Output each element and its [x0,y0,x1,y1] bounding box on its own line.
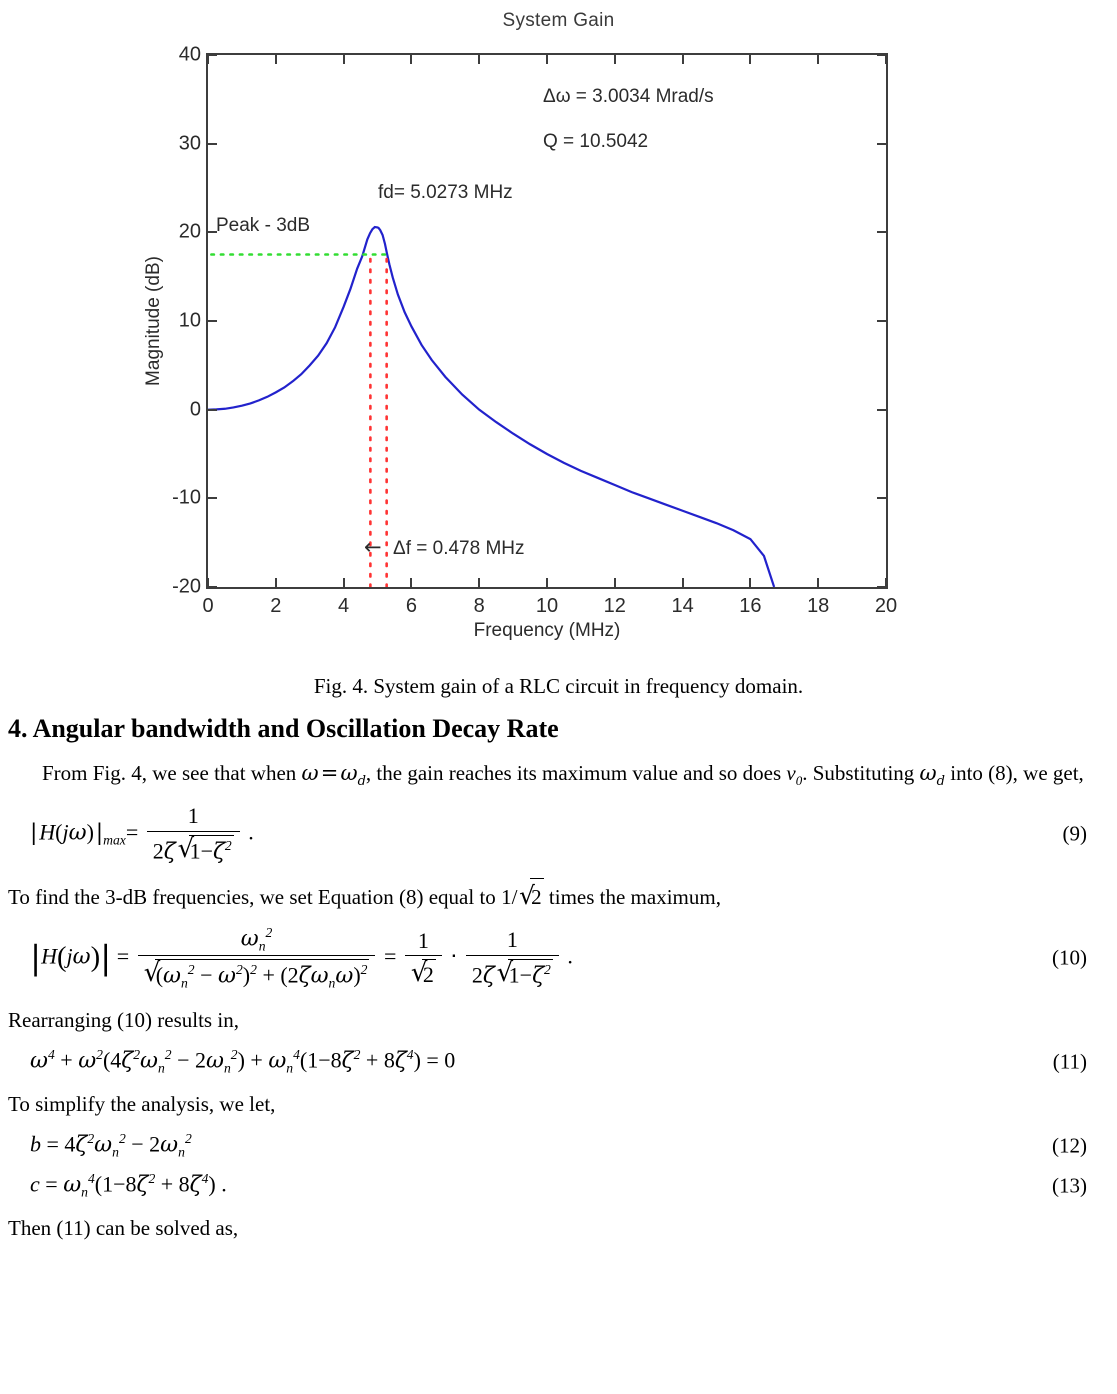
annotation-peak-3db: Peak - 3dB [216,215,310,236]
equation-12-number: (12) [1052,1133,1087,1158]
x-tick-mark [682,55,684,64]
x-tick-mark [546,578,548,587]
x-tick-mark [682,578,684,587]
x-tick-mark [749,55,751,64]
para1-text-d: into (8), we get, [950,761,1084,785]
x-tick-mark [410,55,412,64]
x-tick-label: 6 [405,595,417,617]
para1-text-b: , the gain reaches its maximum value and so does [365,761,782,785]
x-tick-mark [207,578,209,587]
annotation-fd: fd= 5.0273 MHz [378,182,513,203]
paragraph-5: Then (11) can be solved as, [8,1215,239,1240]
x-tick-label: 8 [473,595,485,617]
y-tick-label: 30 [178,132,201,155]
equation-11: $\omega^4 + \omega^2(4\zeta^2\omega_n^2 - 2\omega_n^2) + \omega_n^4(1-8\zeta^2 + 8\zeta^4) = 0$ [30,1046,456,1076]
para1-text-a: From Fig. 4, we see that when [42,761,297,785]
y-tick-mark [877,231,886,233]
section-heading: 4. Angular bandwidth and Oscillation Decay Rate [8,714,559,743]
x-tick-mark [817,578,819,587]
y-tick-label: 0 [189,398,201,421]
x-tick-mark [275,578,277,587]
equation-12: $b = 4\zeta^2\omega_n^2 - 2\omega_n^2$ [30,1130,192,1160]
x-tick-label: 10 [535,595,559,617]
y-tick-label: 10 [178,309,201,332]
annotation-delta-omega: Δω = 3.0034 Mrad/s [543,86,714,107]
x-tick-mark [410,578,412,587]
paragraph-3: Rearranging (10) results in, [8,1007,239,1032]
x-tick-mark [817,55,819,64]
y-tick-mark [208,586,217,588]
x-tick-label: 18 [807,595,830,617]
x-tick-label: 16 [739,595,762,617]
equation-10: |H(jω)| = $\omega_n^2$ √ $(\omega_n^2 - \omega^2)^2 + (2\zeta\omega_n\omega)^2$ = 1 √ 2 ⋅ $\frac{1}{2\zeta √ 1-\zeta^2}$ . [30,924,573,993]
paragraph-1: From Fig. 4, we see that when ω = $\omega_d$, the gain reaches its maximum value and so does $v_0$. Substituting $\omega_d$ into (8), we get, [42,761,1084,790]
annotation-delta-f: Δf = 0.478 MHz [393,538,525,559]
equation-12-row [8,1131,1109,1161]
equation-10-row [8,924,1109,993]
x-tick-mark [614,55,616,64]
para2-text-b: times the maximum, [548,884,721,909]
para2-text-a: To find the 3-dB frequencies, we set Equation (8) equal to [8,884,496,909]
x-tick-label: 4 [338,595,350,617]
math-omega-equals-omega-d: ω = $\omega_d$ [301,761,366,790]
y-tick-mark [208,497,217,499]
y-tick-mark [877,409,886,411]
x-tick-mark [207,55,209,64]
equation-9: | H(jω) $|_{max}=$ $\frac{1}{2\zeta √ 1-\zeta^2}$ . [30,802,254,866]
x-tick-mark [749,578,751,587]
math-omega-d: $\omega_d$ [919,761,945,790]
equation-13-number: (13) [1052,1173,1087,1198]
x-tick-mark [343,578,345,587]
chart-title: System Gain [502,10,615,31]
y-tick-mark [208,143,217,145]
equation-11-row [8,1047,1109,1077]
y-tick-mark [208,320,217,322]
equation-10-number: (10) [1052,945,1087,970]
x-tick-label: 14 [671,595,694,617]
para1-text-c: Substituting [812,761,915,785]
x-tick-mark [478,578,480,587]
y-tick-mark [208,54,217,56]
equation-13: $c = \omega_n^4(1-8\zeta^2 + 8\zeta^4)$ . [30,1170,227,1200]
annotation-q-factor: Q = 10.5042 [543,131,649,152]
magnitude-response-curve [208,227,774,587]
y-tick-label: -10 [172,486,201,509]
math-one-over-sqrt2: 1/ √ 2 [501,885,544,909]
x-axis-label: Frequency (MHz) [473,620,621,641]
math-v0: $v_0$ [786,761,803,789]
y-axis-label: Magnitude (dB) [143,256,164,386]
x-tick-mark [614,578,616,587]
paragraph-4: To simplify the analysis, we let, [8,1091,276,1116]
x-tick-mark [885,578,887,587]
y-tick-mark [208,409,217,411]
x-tick-mark [885,55,887,64]
y-tick-label: 20 [178,220,201,243]
x-tick-mark [275,55,277,64]
x-tick-mark [546,55,548,64]
x-tick-label: 2 [270,595,282,617]
figure-caption: Fig. 4. System gain of a RLC circuit in frequency domain. [313,674,804,698]
x-tick-label: 12 [603,595,626,617]
equation-9-number: (9) [1062,821,1087,846]
x-tick-label: 20 [874,595,898,617]
y-tick-label: -20 [172,575,201,598]
y-tick-label: 40 [178,43,201,66]
y-tick-mark [877,497,886,499]
y-tick-mark [877,143,886,145]
x-tick-mark [343,55,345,64]
y-tick-mark [877,320,886,322]
document-body [0,714,1117,1245]
equation-11-number: (11) [1052,1049,1087,1074]
equation-9-row [8,802,1109,866]
x-tick-label: 0 [202,595,214,617]
paragraph-2 [8,877,1109,914]
left-arrow-icon: ← [364,535,382,559]
equation-13-row [8,1171,1109,1201]
x-tick-mark [478,55,480,64]
